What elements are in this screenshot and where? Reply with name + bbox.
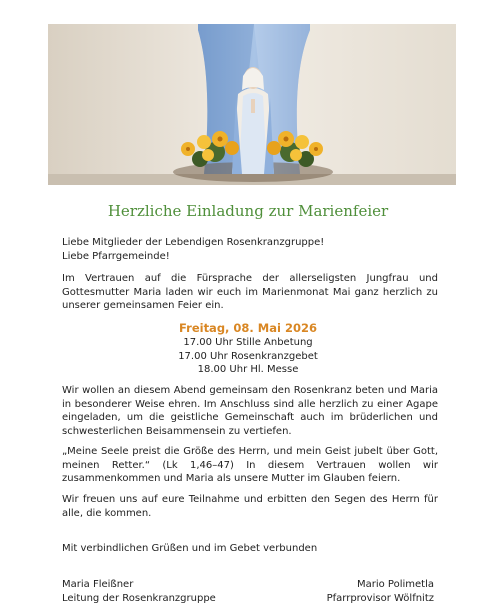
page-title: Herzliche Einladung zur Marienfeier [107, 202, 389, 220]
schedule-item-rosary: 17.00 Uhr Rosenkranzgebet [178, 350, 318, 362]
greeting [62, 236, 438, 263]
scripture-quote-paragraph: „Meine Seele preist die Größe des Herrn, und mein Geist jubelt über Gott, meinen Retter.“ (Lk 1,46–47) In diesem Vertrauen wollen wir zusammenkommen und Maria als unsere Mutter im Glauben feiern. [62, 446, 438, 484]
madonna-statue-image [48, 24, 456, 185]
signature-left-role: Leitung der Rosenkranzgruppe [62, 592, 216, 604]
invitation-paragraph: Wir wollen an diesem Abend gemeinsam den Rosenkranz beten und Maria in besonderer Weise ehren. Im Anschluss sind alle herzlich zu einer Agape eingeladen, um die geistliche Gemeinschaft auch im brüderlichen und schwesterlichen Beisammensein zu vertiefen. [62, 385, 438, 437]
signature-left-name: Maria Fleißner [62, 579, 134, 590]
signature-right-name: Mario Polimetla [356, 579, 434, 590]
signature-left [62, 578, 216, 605]
signature-right [327, 578, 434, 605]
closing-line: Mit verbindlichen Grüßen und im Gebet verbunden [62, 543, 318, 554]
intro-paragraph: Im Vertrauen auf die Fürsprache der allerseligsten Jungfrau und Gottesmutter Maria laden wir euch im Marienmonat Mai ganz herzlich zu unserer gemeinsamen Feier ein. [62, 273, 438, 311]
greeting-line-parish: Liebe Pfarrgemeinde! [62, 250, 170, 262]
blessing-paragraph: Wir freuen uns auf eure Teilnahme und erbitten den Segen des Herrn für alle, die kommen. [62, 494, 438, 519]
signature-right-role: Pfarrprovisor Wölfnitz [326, 592, 434, 604]
event-date: Freitag, 08. Mai 2026 [179, 321, 317, 335]
event-details [0, 321, 496, 377]
greeting-line-members: Liebe Mitglieder der Lebendigen Rosenkranzgruppe! [62, 237, 325, 248]
schedule-item-mass: 18.00 Uhr Hl. Messe [197, 364, 299, 375]
header-photo [48, 24, 456, 185]
schedule-item-adoration: 17.00 Uhr Stille Anbetung [183, 337, 313, 348]
